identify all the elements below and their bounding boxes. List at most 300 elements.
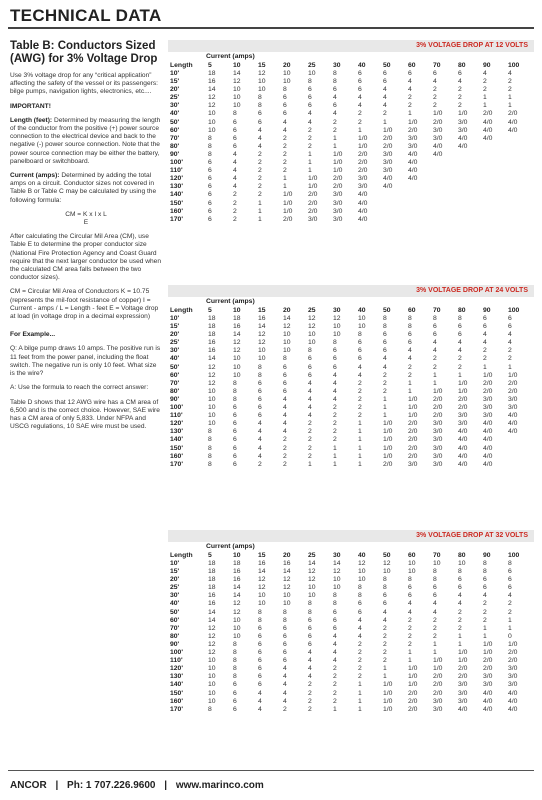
awg-cell: 2	[358, 640, 362, 648]
amps-header: 80	[458, 552, 466, 559]
awg-cell: 18	[208, 576, 216, 584]
awg-cell: 4	[258, 134, 262, 142]
awg-cell: 12	[308, 315, 316, 322]
awg-cell: 8	[383, 584, 387, 592]
awg-cell: 4	[458, 339, 462, 347]
awg-cell: 1/0	[483, 649, 493, 657]
length-cell: 170'	[170, 460, 183, 468]
awg-cell: 6	[233, 134, 237, 142]
awg-cell: 2	[308, 681, 312, 689]
table-row	[168, 445, 531, 453]
awg-cell: 2	[358, 404, 362, 412]
awg-cell: 8	[308, 78, 312, 86]
awg-cell: 4	[283, 412, 287, 420]
awg-cell: 1/0	[383, 452, 393, 460]
awg-cell: 12	[208, 632, 216, 640]
awg-cell: 3/0	[508, 673, 518, 681]
important-label: IMPORTANT!	[10, 102, 51, 110]
awg-cell: 2	[508, 78, 512, 86]
awg-cell: 6	[333, 102, 337, 110]
awg-cell: 2	[458, 94, 462, 102]
awg-cell: 4	[433, 600, 437, 608]
table-row	[168, 584, 531, 592]
awg-cell: 2	[433, 355, 437, 363]
awg-cell: 4/0	[358, 191, 368, 199]
awg-cell: 4	[233, 175, 237, 183]
awg-cell: 2/0	[408, 705, 418, 713]
amps-header: 50	[383, 62, 391, 69]
awg-cell: 2	[233, 207, 237, 215]
awg-cell: 12	[233, 339, 241, 347]
amps-header: 90	[483, 552, 491, 559]
awg-cell: 6	[258, 110, 262, 118]
awg-cell	[506, 461, 531, 469]
awg-cell: 2/0	[358, 167, 368, 175]
example-conclusion: Table D shows that 12 AWG wire has a CM area of 6,500 and is the correct choice. However, SAE wire has a CM area of only 5,833. Under NFPA and USCG regulations, 10 SAE wire must be used.	[10, 398, 160, 431]
awg-cell: 6	[333, 624, 337, 632]
awg-cell: 2	[283, 452, 287, 460]
awg-cell: 8	[258, 102, 262, 110]
awg-cell: 6	[483, 584, 487, 592]
awg-cell: 14	[208, 355, 216, 363]
awg-cell: 1/0	[383, 428, 393, 436]
awg-cell: 10	[458, 560, 466, 567]
awg-cell: 1	[358, 452, 362, 460]
awg-cell	[431, 208, 456, 216]
awg-cell: 4	[333, 632, 337, 640]
awg-cell: 1	[358, 428, 362, 436]
awg-cell	[431, 175, 456, 183]
awg-cell: 6	[208, 183, 212, 191]
awg-cell: 1	[508, 102, 512, 110]
awg-cell: 6	[333, 86, 337, 94]
awg-cell: 2	[283, 436, 287, 444]
awg-cell: 2/0	[408, 126, 418, 134]
awg-cell: 4	[458, 592, 462, 600]
page-title: TECHNICAL DATA	[10, 6, 162, 25]
awg-cell: 3/0	[433, 134, 443, 142]
awg-cell: 10	[408, 560, 416, 567]
awg-cell: 10	[333, 323, 341, 331]
awg-cell: 8	[283, 608, 287, 616]
awg-cell: 2/0	[408, 689, 418, 697]
awg-cell: 1	[358, 420, 362, 428]
length-cell: 150'	[170, 444, 183, 452]
awg-cell: 6	[233, 460, 237, 468]
awg-cell: 2/0	[383, 142, 393, 150]
awg-cell: 4	[308, 649, 312, 657]
awg-cell: 10	[258, 86, 266, 94]
awg-cell: 8	[283, 355, 287, 363]
table-title: 3% VOLTAGE DROP AT 24 VOLTS	[168, 285, 534, 297]
awg-cell: 8	[333, 339, 337, 347]
awg-cell: 2/0	[458, 665, 468, 673]
awg-cell: 8	[208, 428, 212, 436]
awg-cell: 4/0	[433, 150, 443, 158]
awg-cell: 12	[208, 371, 216, 379]
table-row	[168, 355, 531, 363]
awg-cell: 18	[208, 584, 216, 592]
awg-cell: 2	[283, 167, 287, 175]
length-cell: 140'	[170, 681, 183, 689]
awg-cell: 1	[483, 363, 487, 371]
awg-cell: 2	[408, 632, 412, 640]
amps-header: 15	[258, 552, 266, 559]
awg-cell: 10	[233, 86, 241, 94]
awg-cell: 2/0	[458, 673, 468, 681]
length-cell: 120'	[170, 665, 183, 673]
length-cell: 110'	[170, 167, 183, 175]
awg-cell: 6	[258, 118, 262, 126]
length-cell: 40'	[170, 110, 180, 118]
awg-cell: 6	[208, 199, 212, 207]
awg-cell	[406, 191, 431, 199]
awg-cell: 10	[208, 395, 216, 403]
awg-cell: 4	[433, 78, 437, 86]
awg-cell	[481, 191, 506, 199]
awg-cell: 1	[333, 452, 337, 460]
awg-cell: 4	[283, 420, 287, 428]
awg-cell: 4	[283, 428, 287, 436]
length-cell: 25'	[170, 339, 180, 347]
awg-cell: 12	[258, 70, 266, 77]
length-header: Length	[170, 307, 193, 314]
awg-cell: 3/0	[458, 420, 468, 428]
awg-cell: 1/0	[383, 126, 393, 134]
awg-cell: 2	[283, 142, 287, 150]
awg-cell: 6	[233, 404, 237, 412]
awg-cell: 4	[258, 697, 262, 705]
awg-cell: 14	[233, 70, 241, 77]
awg-cell: 16	[208, 339, 216, 347]
awg-cell: 1/0	[408, 681, 418, 689]
awg-cell: 2	[333, 404, 337, 412]
table-row	[168, 119, 531, 127]
awg-cell: 6	[233, 118, 237, 126]
table-row	[168, 70, 531, 78]
awg-cell: 6	[283, 110, 287, 118]
awg-cell: 6	[283, 624, 287, 632]
awg-cell: 10	[308, 331, 316, 339]
awg-cell: 4	[483, 70, 487, 77]
awg-cell: 10	[408, 568, 416, 576]
awg-cell: 12	[358, 560, 366, 567]
awg-cell: 1/0	[483, 640, 493, 648]
amps-header: 30	[333, 552, 341, 559]
awg-cell: 4	[308, 673, 312, 681]
length-cell: 20'	[170, 576, 180, 584]
awg-cell: 4/0	[458, 134, 468, 142]
length-cell: 50'	[170, 608, 180, 616]
awg-cell: 4/0	[458, 428, 468, 436]
awg-cell: 8	[408, 323, 412, 331]
awg-cell: 16	[208, 600, 216, 608]
awg-cell: 14	[208, 616, 216, 624]
awg-cell: 6	[383, 78, 387, 86]
awg-cell: 1	[333, 705, 337, 713]
awg-cell: 3/0	[408, 460, 418, 468]
amps-header: 40	[358, 307, 366, 314]
awg-cell: 4	[383, 94, 387, 102]
awg-cell: 2	[258, 150, 262, 158]
current-header: Current (amps)	[206, 543, 255, 550]
awg-cell	[481, 151, 506, 159]
awg-cell: 1	[508, 363, 512, 371]
awg-cell: 14	[258, 568, 266, 576]
awg-cell: 3/0	[483, 681, 493, 689]
awg-cell: 6	[333, 355, 337, 363]
awg-cell: 12	[208, 640, 216, 648]
awg-cell	[431, 167, 456, 175]
amps-header: 60	[408, 62, 416, 69]
awg-cell: 1/0	[383, 420, 393, 428]
awg-cell: 8	[333, 78, 337, 86]
length-cell: 80'	[170, 632, 180, 640]
awg-cell: 1	[508, 616, 512, 624]
awg-cell: 10	[333, 576, 341, 584]
awg-cell: 8	[383, 323, 387, 331]
awg-cell: 10	[208, 420, 216, 428]
table-row	[168, 143, 531, 151]
awg-cell: 16	[258, 315, 266, 322]
awg-cell: 4/0	[358, 199, 368, 207]
awg-cell: 2	[358, 379, 362, 387]
awg-cell: 2	[433, 632, 437, 640]
awg-cell: 2	[433, 363, 437, 371]
length-cell: 30'	[170, 102, 180, 110]
awg-cell: 4	[383, 355, 387, 363]
awg-cell: 1/0	[358, 134, 368, 142]
awg-cell: 8	[358, 584, 362, 592]
awg-cell: 1	[358, 689, 362, 697]
awg-cell: 2	[383, 371, 387, 379]
table-row	[168, 159, 531, 167]
variable-definitions: CM = Circular Mil Area of Conductors K = 10.75 (represents the mil-foot resistance of copper) I = Current - amps / L = Length - feet E = Voltage drop at load (in voltage drop in a decimal expression)	[10, 288, 159, 321]
awg-cell: 1	[258, 199, 262, 207]
awg-cell	[456, 208, 481, 216]
awg-cell: 6	[233, 452, 237, 460]
awg-cell: 4/0	[483, 436, 493, 444]
amps-header: 20	[283, 62, 291, 69]
awg-cell: 8	[233, 395, 237, 403]
length-cell: 40'	[170, 355, 180, 363]
length-cell: 25'	[170, 584, 180, 592]
amps-header: 15	[258, 62, 266, 69]
awg-cell: 4/0	[508, 697, 518, 705]
awg-cell: 12	[208, 379, 216, 387]
awg-cell: 2/0	[408, 428, 418, 436]
awg-cell: 2	[383, 649, 387, 657]
awg-cell: 4	[333, 379, 337, 387]
amps-header: 100	[508, 62, 520, 69]
awg-cell: 1/0	[433, 110, 443, 118]
awg-cell: 3/0	[433, 444, 443, 452]
awg-cell: 12	[208, 649, 216, 657]
awg-cell: 4	[283, 689, 287, 697]
awg-cell: 2	[383, 632, 387, 640]
awg-cell: 4	[458, 347, 462, 355]
awg-cell: 8	[208, 705, 212, 713]
awg-cell: 2/0	[408, 420, 418, 428]
awg-cell: 4/0	[508, 420, 518, 428]
awg-cell: 6	[258, 665, 262, 673]
amps-header: 30	[333, 307, 341, 314]
formula-numerator: CM = K x I x L	[65, 210, 107, 218]
awg-cell: 10	[258, 78, 266, 86]
awg-cell: 12	[208, 102, 216, 110]
awg-cell: 10	[233, 355, 241, 363]
awg-cell: 8	[283, 86, 287, 94]
awg-grid	[168, 306, 531, 469]
awg-cell: 18	[208, 70, 216, 77]
amps-header: 5	[208, 552, 212, 559]
awg-cell: 6	[233, 705, 237, 713]
awg-cell	[481, 216, 506, 224]
awg-cell: 1/0	[408, 404, 418, 412]
table-title: 3% VOLTAGE DROP AT 32 VOLTS	[168, 530, 534, 542]
awg-cell: 4	[408, 355, 412, 363]
current-header: Current (amps)	[206, 298, 255, 305]
awg-cell: 2	[308, 697, 312, 705]
awg-cell: 3/0	[483, 412, 493, 420]
awg-cell: 1	[383, 665, 387, 673]
amps-header: 5	[208, 307, 212, 314]
awg-cell: 1/0	[483, 371, 493, 379]
table-row	[168, 649, 531, 657]
voltage-table	[168, 40, 534, 268]
awg-cell	[456, 183, 481, 191]
awg-cell: 2/0	[308, 191, 318, 199]
length-cell: 10'	[170, 70, 180, 77]
awg-cell: 1	[508, 94, 512, 102]
length-cell: 170'	[170, 215, 183, 223]
awg-cell: 1	[358, 444, 362, 452]
awg-cell: 2	[233, 191, 237, 199]
awg-cell: 2	[233, 215, 237, 223]
footer-separator: |	[164, 780, 168, 791]
awg-cell: 1	[308, 159, 312, 167]
table-row	[168, 380, 531, 388]
awg-cell: 4	[333, 94, 337, 102]
length-cell: 50'	[170, 363, 180, 371]
awg-cell: 10	[383, 568, 391, 576]
awg-cell: 1	[333, 460, 337, 468]
awg-cell: 3/0	[483, 395, 493, 403]
awg-cell	[506, 191, 531, 199]
awg-cell: 3/0	[458, 681, 468, 689]
awg-cell: 4/0	[433, 142, 443, 150]
awg-cell: 6	[233, 689, 237, 697]
awg-cell: 1	[383, 118, 387, 126]
awg-cell: 1	[483, 632, 487, 640]
awg-cell: 14	[258, 323, 266, 331]
awg-cell: 2	[333, 697, 337, 705]
awg-cell: 10	[283, 347, 291, 355]
table-row	[168, 331, 531, 339]
awg-cell: 8	[383, 576, 387, 584]
awg-cell: 2	[458, 363, 462, 371]
awg-cell: 6	[208, 207, 212, 215]
awg-cell: 2	[383, 379, 387, 387]
awg-cell: 1/0	[408, 118, 418, 126]
awg-cell: 6	[233, 420, 237, 428]
awg-cell: 3/0	[333, 191, 343, 199]
awg-cell: 6	[258, 379, 262, 387]
length-cell: 160'	[170, 207, 183, 215]
awg-cell: 8	[208, 436, 212, 444]
table-row	[168, 453, 531, 461]
length-cell: 110'	[170, 412, 183, 420]
awg-cell: 10	[358, 576, 366, 584]
awg-cell: 6	[333, 363, 337, 371]
awg-cell: 4/0	[483, 460, 493, 468]
table-row	[168, 323, 531, 331]
length-cell: 130'	[170, 673, 183, 681]
awg-cell	[506, 200, 531, 208]
awg-cell: 1	[483, 102, 487, 110]
table-row	[168, 404, 531, 412]
awg-cell: 1	[308, 150, 312, 158]
awg-cell: 2/0	[508, 379, 518, 387]
awg-cell: 8	[433, 576, 437, 584]
awg-cell: 6	[233, 436, 237, 444]
awg-cell: 10	[308, 584, 316, 592]
awg-cell: 2	[433, 86, 437, 94]
awg-cell: 2	[308, 142, 312, 150]
amps-header: 80	[458, 62, 466, 69]
awg-cell: 2	[308, 428, 312, 436]
awg-cell: 4	[233, 167, 237, 175]
awg-cell: 2/0	[433, 673, 443, 681]
awg-cell: 2	[308, 705, 312, 713]
amps-header: 50	[383, 552, 391, 559]
awg-cell: 4	[333, 371, 337, 379]
awg-cell: 1	[333, 444, 337, 452]
awg-cell: 2	[383, 640, 387, 648]
awg-cell	[431, 200, 456, 208]
awg-cell: 10	[233, 363, 241, 371]
awg-cell: 1/0	[308, 183, 318, 191]
awg-cell: 4	[233, 183, 237, 191]
table-row	[168, 568, 531, 576]
awg-cell: 16	[233, 323, 241, 331]
awg-cell: 14	[233, 584, 241, 592]
awg-cell: 4/0	[508, 118, 518, 126]
awg-cell: 4/0	[458, 460, 468, 468]
website-link[interactable]: www.marinco.com	[175, 780, 264, 791]
length-cell: 15'	[170, 323, 180, 331]
awg-cell: 8	[333, 592, 337, 600]
awg-cell: 2/0	[483, 110, 493, 118]
awg-cell: 6	[458, 584, 462, 592]
awg-cell: 4	[383, 616, 387, 624]
awg-cell: 4	[233, 150, 237, 158]
awg-cell: 8	[258, 363, 262, 371]
awg-cell: 10	[208, 673, 216, 681]
awg-cell: 6	[258, 624, 262, 632]
amps-header: 40	[358, 552, 366, 559]
length-cell: 15'	[170, 568, 180, 576]
awg-cell: 2/0	[483, 665, 493, 673]
awg-cell: 4	[408, 608, 412, 616]
awg-cell: 3/0	[433, 436, 443, 444]
awg-cell: 4	[383, 363, 387, 371]
awg-cell: 1/0	[458, 649, 468, 657]
awg-cell: 2	[408, 102, 412, 110]
awg-cell: 1	[258, 215, 262, 223]
awg-cell	[431, 216, 456, 224]
awg-cell: 6	[358, 608, 362, 616]
